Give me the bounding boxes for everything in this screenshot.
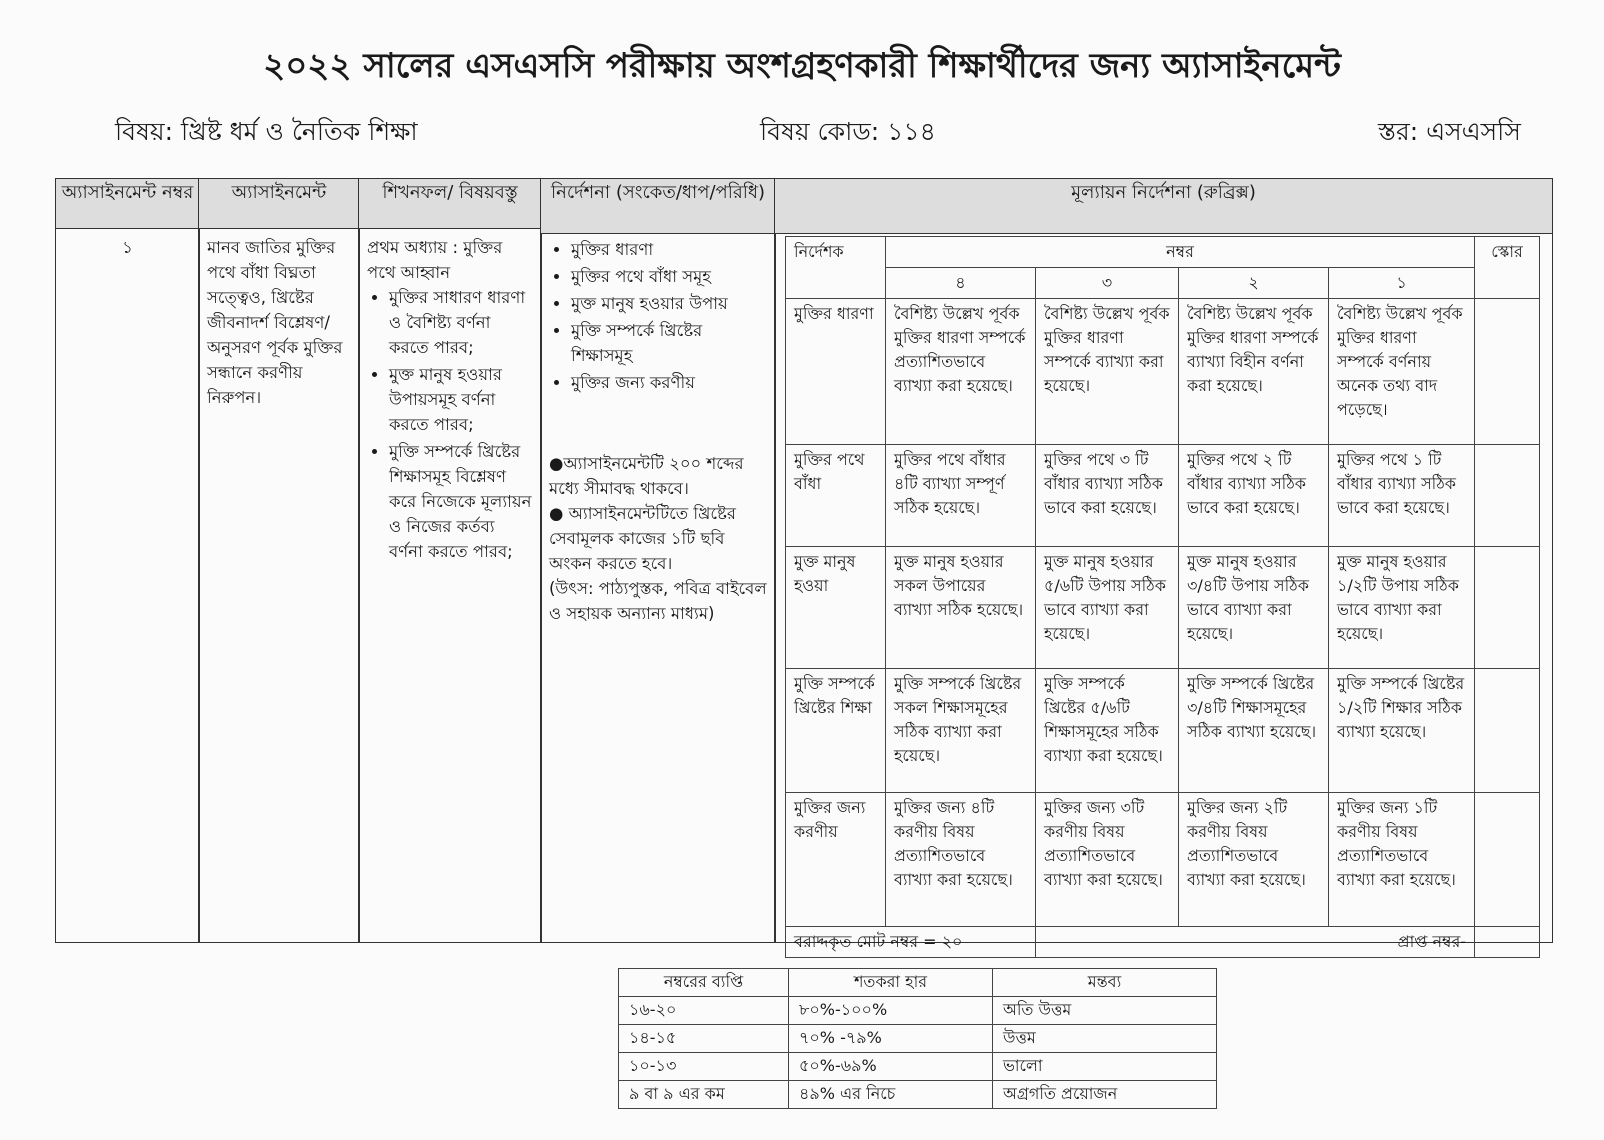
score-cell bbox=[1475, 547, 1540, 669]
list-item: • মুক্তির ধারণা bbox=[571, 237, 767, 262]
exam-level: স্তর: এসএসসি bbox=[1378, 117, 1521, 146]
rubric-cell: মুক্তি সম্পর্কে খ্রিষ্টের ৩/৪টি শিক্ষাসমূহের সঠিক ব্যাখ্যা হয়েছে। bbox=[1179, 669, 1329, 793]
obtained-marks: প্রাপ্ত নম্বর- bbox=[1036, 927, 1475, 958]
total-marks: বরাদ্দকৃত মোট নম্বর = ২০ bbox=[786, 927, 1036, 958]
grade-comment: অগ্রগতি প্রয়োজন bbox=[993, 1081, 1217, 1109]
rubric-cell: মুক্তির পথে বাঁধার ৪টি ব্যাখ্যা সম্পূর্ণ সঠিক হয়েছে। bbox=[886, 445, 1036, 547]
grade-percent: ৮০%-১০০% bbox=[789, 997, 993, 1025]
instruction-list bbox=[549, 237, 767, 395]
subject-name: বিষয়: খ্রিষ্ট ধর্ম ও নৈতিক শিক্ষা bbox=[115, 117, 418, 146]
rubric-cell: বৈশিষ্ট্য উল্লেখ পূর্বক মুক্তির ধারণা সম্পর্কে বর্ণনায় অনেক তথ্য বাদ পড়েছে। bbox=[1329, 299, 1475, 445]
header-learning-outcome: শিখনফল/ বিষয়বস্তু bbox=[359, 179, 541, 229]
rubric-cell: বৈশিষ্ট্য উল্লেখ পূর্বক মুক্তির ধারণা সম্পর্কে ব্যাখ্যা বিহীন বর্ণনা করা হয়েছে। bbox=[1179, 299, 1329, 445]
grade-header: শতকরা হার bbox=[789, 969, 993, 997]
rubric-cell: মুক্ত মানুষ হওয়ার ১/২টি উপায় সঠিক ভাবে ব্যাখ্যা করা হয়েছে। bbox=[1329, 547, 1475, 669]
list-item: • মুক্তির সাধারণ ধারণা ও বৈশিষ্ট্য বর্ণনা করতে পারব; bbox=[389, 285, 533, 360]
mark-level: ১ bbox=[1329, 268, 1475, 299]
grade-header: মন্তব্য bbox=[993, 969, 1217, 997]
mark-level: ৪ bbox=[886, 268, 1036, 299]
grade-comment: উত্তম bbox=[993, 1025, 1217, 1053]
list-item: • মুক্তির পথে বাঁধা সমূহ bbox=[571, 264, 767, 289]
rubric-cell: মুক্তি সম্পর্কে খ্রিষ্টের ৫/৬টি শিক্ষাসমূহের সঠিক ব্যাখ্যা করা হয়েছে। bbox=[1036, 669, 1179, 793]
table-row bbox=[786, 669, 1540, 793]
rubric-cell: বৈশিষ্ট্য উল্লেখ পূর্বক মুক্তির ধারণা সম্পর্কে প্রত্যাশিতভাবে ব্যাখ্যা করা হয়েছে। bbox=[886, 299, 1036, 445]
note-word-limit: ●অ্যাসাইনমেন্টটি ২০০ শব্দের মধ্যে সীমাবদ্ধ থাকবে। bbox=[549, 454, 744, 498]
header-assignment: অ্যাসাইনমেন্ট bbox=[199, 179, 359, 229]
header-evaluation: মূল্যায়ন নির্দেশনা (রুব্রিক্স) bbox=[775, 179, 1552, 234]
instructions-column bbox=[540, 178, 776, 943]
table-row bbox=[786, 793, 1540, 927]
grade-range: ৯ বা ৯ এর কম bbox=[619, 1081, 789, 1109]
table-row bbox=[619, 969, 1217, 997]
rubric-cell: মুক্তির জন্য ৪টি করণীয় বিষয় প্রত্যাশিতভাবে ব্যাখ্যা করা হয়েছে। bbox=[886, 793, 1036, 927]
grade-percent: ৫০%-৬৯% bbox=[789, 1053, 993, 1081]
subject-code: বিষয় কোড: ১১৪ bbox=[760, 117, 936, 146]
obtained-marks-cell bbox=[1475, 927, 1540, 958]
score-cell bbox=[1475, 299, 1540, 445]
chapter-title: প্রথম অধ্যায় : মুক্তির পথে আহ্বান bbox=[367, 238, 503, 282]
mark-level: ২ bbox=[1179, 268, 1329, 299]
rubric-indicator-header: নির্দেশক bbox=[786, 237, 886, 299]
score-cell bbox=[1475, 445, 1540, 547]
grade-percent: ৪৯% এর নিচে bbox=[789, 1081, 993, 1109]
rubric-indicator: মুক্তির জন্য করণীয় bbox=[786, 793, 886, 927]
note-drawing: ● অ্যাসাইনমেন্টটিতে খ্রিষ্টের সেবামূলক কাজের ১টি ছবি অংকন করতে হবে। bbox=[549, 504, 736, 573]
rubric-table bbox=[785, 236, 1540, 958]
mark-level: ৩ bbox=[1036, 268, 1179, 299]
grade-comment: ভালো bbox=[993, 1053, 1217, 1081]
rubric-cell: মুক্ত মানুষ হওয়ার ৩/৪টি উপায় সঠিক ভাবে ব্যাখ্যা করা হয়েছে। bbox=[1179, 547, 1329, 669]
assignment-column bbox=[198, 178, 360, 943]
rubric-indicator: মুক্তির ধারণা bbox=[786, 299, 886, 445]
rubric-cell: মুক্ত মানুষ হওয়ার ৫/৬টি উপায় সঠিক ভাবে ব্যাখ্যা করা হয়েছে। bbox=[1036, 547, 1179, 669]
grade-range: ১৬-২০ bbox=[619, 997, 789, 1025]
list-item: • মুক্ত মানুষ হওয়ার উপায়সমূহ বর্ণনা করতে পারব; bbox=[389, 362, 533, 437]
list-item: • মুক্ত মানুষ হওয়ার উপায় bbox=[571, 291, 767, 316]
page-title: ২০২২ সালের এসএসসি পরীক্ষায় অংশগ্রহণকারী শিক্ষার্থীদের জন্য অ্যাসাইনমেন্ট bbox=[263, 46, 1341, 86]
score-cell bbox=[1475, 669, 1540, 793]
rubric-marks-header: নম্বর bbox=[886, 237, 1475, 268]
learning-outcome-column bbox=[358, 178, 542, 943]
rubric-score-header: স্কোর bbox=[1475, 237, 1540, 299]
rubric-cell: মুক্তির জন্য ২টি করণীয় বিষয় প্রত্যাশিতভাবে ব্যাখ্যা করা হয়েছে। bbox=[1179, 793, 1329, 927]
note-source: (উৎস: পাঠ্যপুস্তক, পবিত্র বাইবেল ও সহায়ক অন্যান্য মাধ্যম) bbox=[549, 579, 767, 623]
rubric-indicator: মুক্তির পথে বাঁধা bbox=[786, 445, 886, 547]
outcome-list bbox=[367, 285, 533, 564]
header-instructions: নির্দেশনা (সংকেত/ধাপ/পরিধি) bbox=[541, 179, 775, 234]
rubric-cell: মুক্তির পথে ২ টি বাঁধার ব্যাখ্যা সঠিক ভাবে করা হয়েছে। bbox=[1179, 445, 1329, 547]
table-row bbox=[786, 547, 1540, 669]
table-row bbox=[786, 299, 1540, 445]
header-assignment-number: অ্যাসাইনমেন্ট নম্বর bbox=[56, 179, 199, 229]
table-row bbox=[786, 445, 1540, 547]
rubric-cell: মুক্ত মানুষ হওয়ার সকল উপায়ের ব্যাখ্যা সঠিক হয়েছে। bbox=[886, 547, 1036, 669]
rubric-cell: মুক্তির জন্য ৩টি করণীয় বিষয় প্রত্যাশিতভাবে ব্যাখ্যা করা হয়েছে। bbox=[1036, 793, 1179, 927]
list-item: • মুক্তি সম্পর্কে খ্রিষ্টের শিক্ষাসমূহ bbox=[571, 318, 767, 368]
grade-range: ১৪-১৫ bbox=[619, 1025, 789, 1053]
grade-header: নম্বরের ব্যপ্তি bbox=[619, 969, 789, 997]
grading-table bbox=[618, 968, 1217, 1109]
score-cell bbox=[1475, 793, 1540, 927]
table-row bbox=[619, 1025, 1217, 1053]
rubric-indicator: মুক্ত মানুষ হওয়া bbox=[786, 547, 886, 669]
grade-percent: ৭০% -৭৯% bbox=[789, 1025, 993, 1053]
assignment-number-column bbox=[55, 178, 200, 943]
rubric-cell: মুক্তির পথে ১ টি বাঁধার ব্যাখ্যা সঠিক ভাবে করা হয়েছে। bbox=[1329, 445, 1475, 547]
rubric-cell: মুক্তি সম্পর্কে খ্রিষ্টের সকল শিক্ষাসমূহের সঠিক ব্যাখ্যা করা হয়েছে। bbox=[886, 669, 1036, 793]
grade-comment: অতি উত্তম bbox=[993, 997, 1217, 1025]
grade-range: ১০-১৩ bbox=[619, 1053, 789, 1081]
rubric-cell: মুক্তি সম্পর্কে খ্রিষ্টের ১/২টি শিক্ষার সঠিক ব্যাখ্যা হয়েছে। bbox=[1329, 669, 1475, 793]
list-item: • মুক্তির জন্য করণীয় bbox=[571, 370, 767, 395]
assignment-text: মানব জাতির মুক্তির পথে বাঁধা বিঘ্নতা সত্ত্বেও, খ্রিষ্টের জীবনাদর্শ বিশ্লেষণ/ অনুসরণ পূর্বক মুক্তির সন্ধানে করণীয় নিরুপন। bbox=[207, 238, 343, 407]
table-row bbox=[619, 1053, 1217, 1081]
rubric-indicator: মুক্তি সম্পর্কে খ্রিষ্টের শিক্ষা bbox=[786, 669, 886, 793]
table-row bbox=[619, 997, 1217, 1025]
assignment-notes bbox=[549, 451, 767, 626]
rubric-cell: বৈশিষ্ট্য উল্লেখ পূর্বক মুক্তির ধারণা সম্পর্কে ব্যাখ্যা করা হয়েছে। bbox=[1036, 299, 1179, 445]
list-item: • মুক্তি সম্পর্কে খ্রিষ্টের শিক্ষাসমূহ বিশ্লেষণ করে নিজেকে মূল্যায়ন ও নিজের কর্তব্য বর্ণনা করতে পারব; bbox=[389, 439, 533, 564]
rubric-cell: মুক্তির পথে ৩ টি বাঁধার ব্যাখ্যা সঠিক ভাবে করা হয়েছে। bbox=[1036, 445, 1179, 547]
rubric-cell: মুক্তির জন্য ১টি করণীয় বিষয় প্রত্যাশিতভাবে ব্যাখ্যা করা হয়েছে। bbox=[1329, 793, 1475, 927]
assignment-number: ১ bbox=[122, 238, 133, 257]
table-row bbox=[619, 1081, 1217, 1109]
